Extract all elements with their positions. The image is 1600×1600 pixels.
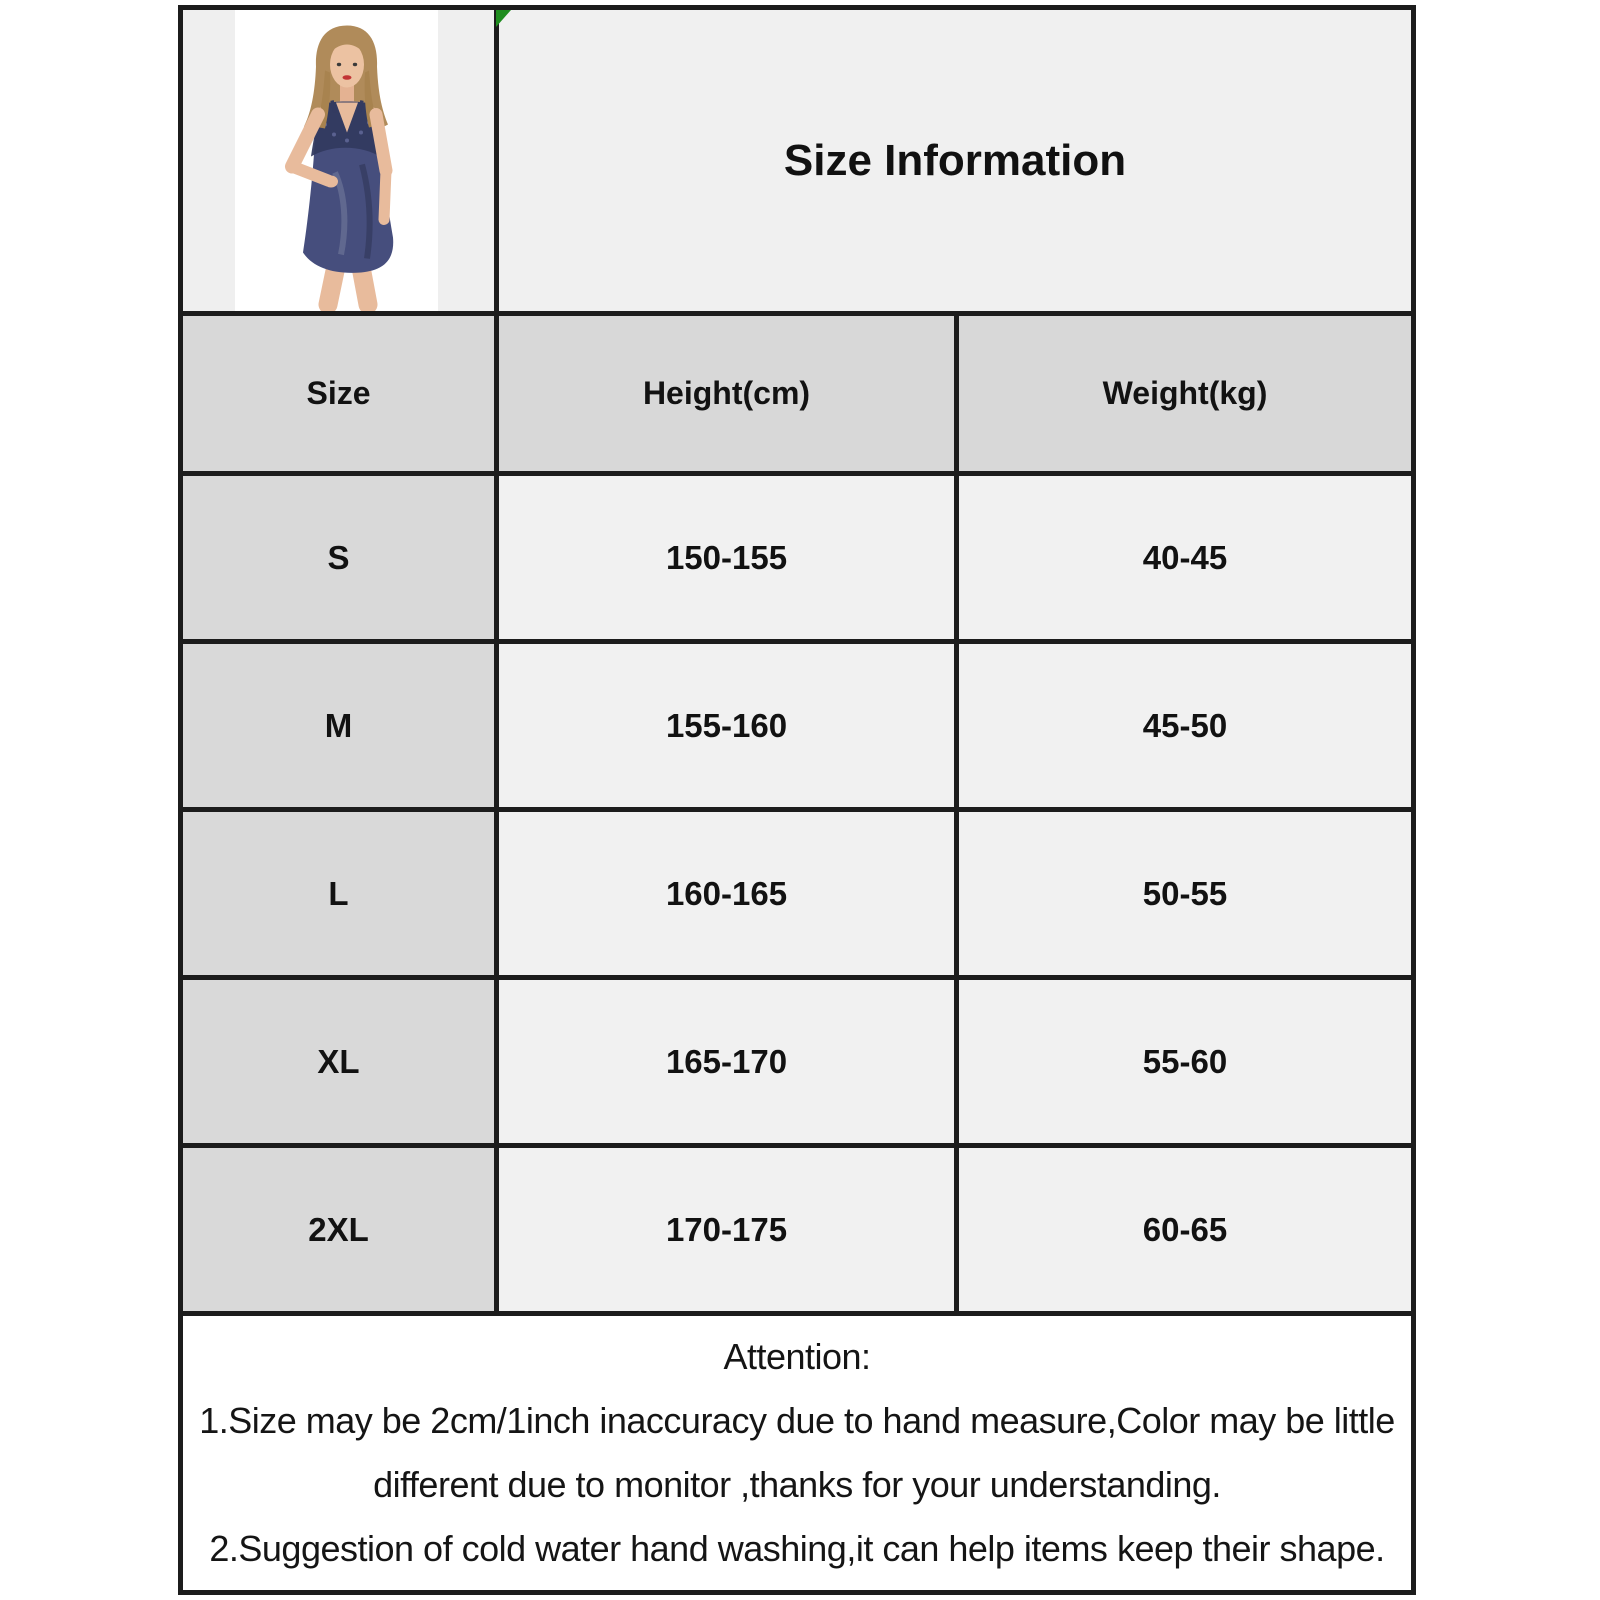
title-cell: [497, 8, 1414, 314]
height-value: 165-170: [497, 978, 957, 1146]
column-header-size: Size: [181, 314, 497, 474]
cell-marker-triangle-icon: [496, 10, 511, 27]
page-title: Size Information: [783, 135, 1127, 185]
size-label: 2XL: [181, 1146, 497, 1314]
size-information-sheet: [178, 5, 1411, 1595]
attention-note-1: 1.Size may be 2cm/1inch inaccuracy due to hand measure,Color may be little different due to monitor ,thanks for your understanding.: [199, 1400, 1395, 1505]
size-label: L: [181, 810, 497, 978]
size-table: [178, 5, 1416, 1595]
header-row: [181, 314, 1414, 474]
weight-value: 60-65: [957, 1146, 1414, 1314]
column-header-height: Height(cm): [497, 314, 957, 474]
attention-cell: [181, 1314, 1414, 1593]
table-row-m: [181, 642, 1414, 810]
size-label: M: [181, 642, 497, 810]
attention-note-2: 2.Suggestion of cold water hand washing,it can help items keep their shape.: [209, 1528, 1385, 1569]
size-label: XL: [181, 978, 497, 1146]
attention-row: [181, 1314, 1414, 1593]
table-row-2xl: [181, 1146, 1414, 1314]
model-illustration-icon: [235, 10, 438, 311]
weight-value: 45-50: [957, 642, 1414, 810]
product-photo-cell: [181, 8, 497, 314]
height-value: 160-165: [497, 810, 957, 978]
product-photo: [235, 10, 438, 311]
height-value: 170-175: [497, 1146, 957, 1314]
size-label: S: [181, 474, 497, 642]
table-row-xl: [181, 978, 1414, 1146]
title-row: [181, 8, 1414, 314]
column-header-weight: Weight(kg): [957, 314, 1414, 474]
attention-heading: Attention:: [723, 1336, 871, 1377]
weight-value: 55-60: [957, 978, 1414, 1146]
table-row-s: [181, 474, 1414, 642]
height-value: 150-155: [497, 474, 957, 642]
height-value: 155-160: [497, 642, 957, 810]
weight-value: 40-45: [957, 474, 1414, 642]
weight-value: 50-55: [957, 810, 1414, 978]
table-row-l: [181, 810, 1414, 978]
